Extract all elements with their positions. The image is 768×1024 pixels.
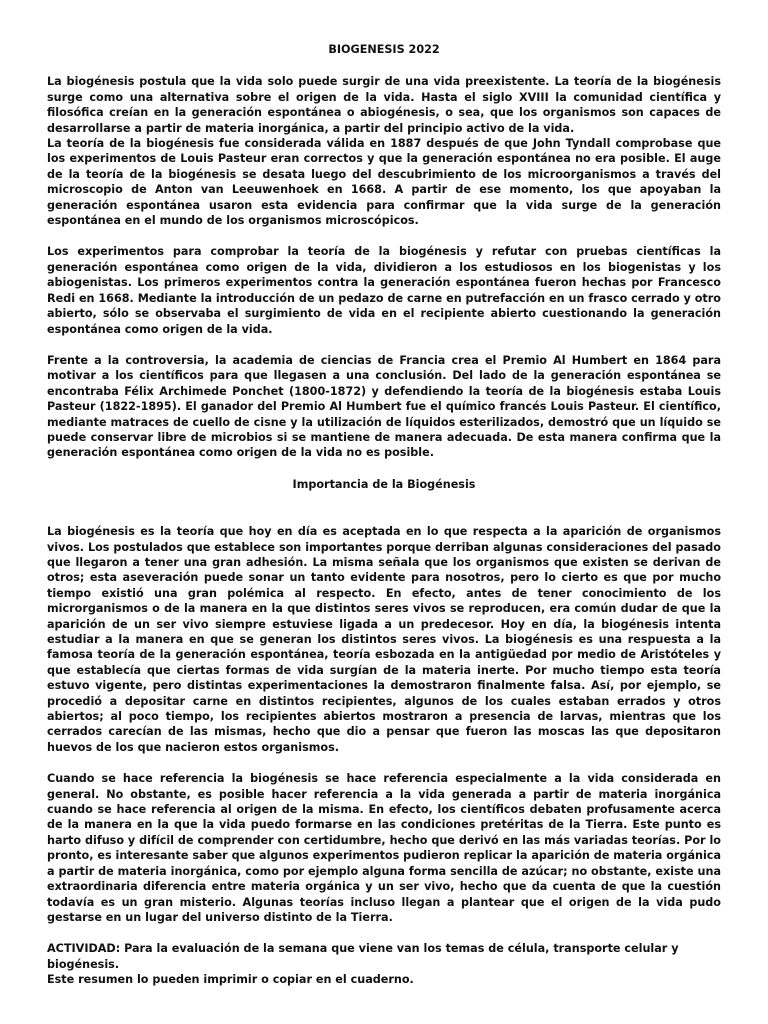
paragraph-origin-of-life: Cuando se hace referencia la biogénesis se hace referencia especialmente a la vida considerada en general. No obstante, es posible hacer referencia a la vida generada a partir de materia inorgánica cuando se hace referencia al origen de la misma. En efecto, los científicos debaten profusamente acerca de la manera en la que la vida puedo formarse en las condiciones pretéritas de la Tierra. Este punto es harto difuso y difícil de comprender con certidumbre, hecho que derivó en las más variadas teorías. Por lo pronto, es interesante saber que algunos experimentos pudieron replicar la aparición de materia orgánica a partir de materia inorgánica, como por ejemplo alguna forma sencilla de azúcar; no obstante, existe una extraordinaria diferencia entre materia orgánica y un ser vivo, hecho que da cuenta de que la cuestión todavía es un gran misterio. Algunas teorías incluso llegan a plantear que el origen de la vida pudo gestarse en un lugar del universo distinto de la Tierra. [47,772,721,924]
paragraph-tyndall-pasteur: La teoría de la biogénesis fue considerada válida en 1887 después de que John Tyndall comprobase que los experimentos de Louis Pasteur eran correctos y que la generación espontánea no era posible. El auge de la teoría de la biogénesis se desata luego del descubrimiento de los microorganismos a través del microscopio de Anton van Leeuwenhoek en 1668. A partir de ese momento, los que apoyaban la generación espontánea usaron esta evidencia para confirmar que la vida surge de la generación espontánea en el mundo de los organismos microscópicos. [47,137,721,228]
paragraph-humbert-prize: Frente a la controversia, la academia de ciencias de Francia crea el Premio Al Humbert en 1864 para motivar a los científicos para que llegasen a una conclusión. Del lado de la generación espontánea se encontraba Félix Archimede Ponchet (1800-1872) y defendiendo la teoría de la biogénesis estaba Louis Pasteur (1822-1895). El ganador del Premio Al Humbert fue el químico francés Louis Pasteur. El científico, mediante matraces de cuello de cisne y la utilización de líquidos esterilizados, demostró que un líquido se puede conservar libre de microbios si se mantiene de manera adecuada. De esta manera confirma que la generación espontánea como origen de la vida no es posible. [47,353,721,460]
document-title: BIOGENESIS 2022 [328,43,440,56]
section-heading: Importancia de la Biogénesis [292,477,476,491]
paragraph-redi-experiments: Los experimentos para comprobar la teoría de la biogénesis y refutar con pruebas científicas la generación espontánea como origen de la vida, dividieron a los estudiosos en los biogenistas y los abiogenistas. Los primeros experimentos contra la generación espontánea fueron hechas por Francesco Redi en 1668. Mediante la introducción de un pedazo de carne en putrefacción en un frasco cerrado y otro abierto, sólo se observaba el surgimiento de vida en el recipiente abierto cuestionando la generación espontánea como origen de la vida. [47,245,721,336]
paragraph-spacer [47,755,721,771]
heading-spacer [47,492,721,524]
paragraph-spacer [47,925,721,941]
activity-instructions [47,941,721,987]
activity-line-1: ACTIVIDAD: Para la evaluación de la semana que viene van los temas de célula, transporte celular y biogénesis. [47,942,679,971]
paragraph-biogenesis-definition: La biogénesis postula que la vida solo puede surgir de una vida preexistente. La teoría de la biogénesis surge como una alternativa sobre el origen de la vida. Hasta el siglo XVIII la comunidad científica y filosófica creían en la generación espontánea o abiogénesis, o sea, que los organismos son capaces de desarrollarse a partir de materia inorgánica, a partir del principio activo de la vida. [47,75,721,135]
paragraph-importance: La biogénesis es la teoría que hoy en día es aceptada en lo que respecta a la aparición de organismos vivos. Los postulados que establece son importantes porque derriban algunas consideraciones del pasado que llegaron a tener una gran adhesión. La misma señala que los organismos que existen se derivan de otros; esta aseveración puede sonar un tanto evidente para nosotros, pero lo cierto es que por mucho tiempo existió una gran polémica al respecto. En efecto, antes de tener conocimiento de los microrganismos o de la manera en la que distintos seres vivos se reproducen, era común dudar de que la aparición de un ser vivo siempre estuviese ligada a un predecesor. Hoy en día, la biogénesis intenta estudiar a la manera en que se generan los distintos seres vivos. La biogénesis es una respuesta a la famosa teoría de la generación espontánea, teoría esbozada en la antigüedad por medio de Aristóteles y que establecía que ciertas formas de vida surgían de la materia inerte. Por mucho tiempo esta teoría estuvo vigente, pero distintas experimentaciones la demostraron finalmente falsa. Así, por ejemplo, se procedió a depositar carne en distintos recipientes, algunos de los cuales estaban errados y otros abiertos; al poco tiempo, los recipientes abiertos mostraron a presencia de larvas, mientras que los cerrados carecían de las mismas, hecho que dio a pensar que fueron las moscas las que depositaron huevos de los que nacieron estos organismos. [47,525,721,754]
paragraph-spacer [47,228,721,244]
paragraph-spacer [47,337,721,353]
activity-line-2: Este resumen lo pueden imprimir o copiar en el cuaderno. [47,973,414,987]
paragraph-spacer [47,461,721,477]
